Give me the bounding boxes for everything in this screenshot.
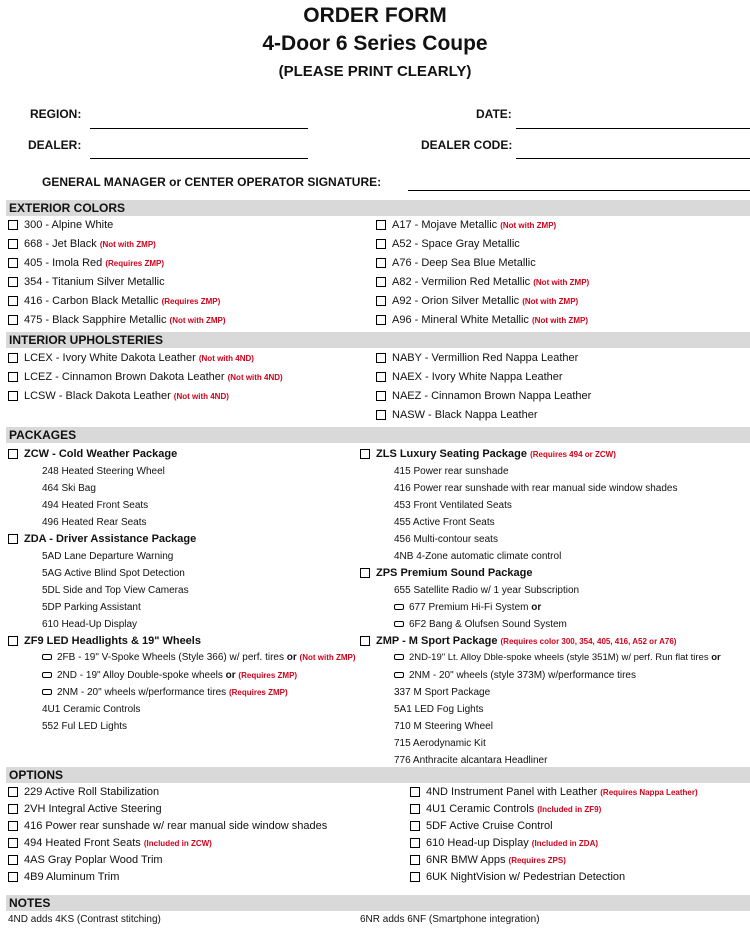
option-bubble[interactable]: [394, 621, 404, 627]
dealer-code-field[interactable]: [516, 158, 750, 159]
list-item[interactable]: A82 - Vermilion Red Metallic (Not with ZMP): [376, 275, 589, 290]
checkbox[interactable]: [8, 277, 18, 287]
list-item[interactable]: 405 - Imola Red (Requires ZMP): [8, 256, 164, 271]
list-item[interactable]: 475 - Black Sapphire Metallic (Not with ZMP): [8, 313, 226, 328]
option-bubble[interactable]: [394, 672, 404, 678]
checkbox[interactable]: [360, 568, 370, 578]
list-item[interactable]: 4AS Gray Poplar Wood Trim: [8, 853, 163, 867]
note-left: 4ND adds 4KS (Contrast stitching): [8, 914, 161, 925]
zda-package[interactable]: ZDA - Driver Assistance Package: [8, 532, 196, 546]
checkbox[interactable]: [376, 296, 386, 306]
signature-label: GENERAL MANAGER or CENTER OPERATOR SIGNATURE:: [42, 175, 382, 189]
package-item: 776 Anthracite alcantara Headliner: [394, 755, 548, 766]
checkbox[interactable]: [410, 787, 420, 797]
list-item[interactable]: 5DF Active Cruise Control: [410, 819, 553, 833]
package-item: 655 Satellite Radio w/ 1 year Subscription: [394, 585, 580, 596]
form-subtitle: 4-Door 6 Series Coupe: [262, 32, 488, 55]
notes-heading: NOTES: [6, 895, 750, 911]
checkbox[interactable]: [376, 372, 386, 382]
date-field[interactable]: [516, 128, 750, 129]
zps-package[interactable]: ZPS Premium Sound Package: [360, 566, 533, 580]
list-item[interactable]: 494 Heated Front Seats (Included in ZCW): [8, 836, 212, 851]
package-option[interactable]: 6F2 Bang & Olufsen Sound System: [394, 619, 567, 631]
list-item[interactable]: 354 - Titanium Silver Metallic: [8, 275, 165, 289]
list-item[interactable]: A76 - Deep Sea Blue Metallic: [376, 256, 536, 270]
options-heading: OPTIONS: [6, 767, 750, 783]
checkbox[interactable]: [376, 410, 386, 420]
zf9-package[interactable]: ZF9 LED Headlights & 19" Wheels: [8, 634, 201, 648]
checkbox[interactable]: [376, 277, 386, 287]
dealer-code-label: DEALER CODE:: [421, 138, 513, 152]
form-instruction: (PLEASE PRINT CLEARLY): [278, 63, 472, 80]
region-label: REGION:: [30, 107, 82, 121]
list-item[interactable]: NAEX - Ivory White Nappa Leather: [376, 370, 563, 384]
list-item[interactable]: NABY - Vermillion Red Nappa Leather: [376, 351, 578, 365]
checkbox[interactable]: [410, 855, 420, 865]
list-item[interactable]: NASW - Black Nappa Leather: [376, 408, 538, 422]
list-item[interactable]: NAEZ - Cinnamon Brown Nappa Leather: [376, 389, 591, 403]
package-option[interactable]: 2FB - 19" V-Spoke Wheels (Style 366) w/ perf. tires or (Not with ZMP): [42, 652, 356, 664]
option-bubble[interactable]: [42, 672, 52, 678]
checkbox[interactable]: [376, 220, 386, 230]
checkbox[interactable]: [8, 636, 18, 646]
checkbox[interactable]: [376, 353, 386, 363]
checkbox[interactable]: [8, 220, 18, 230]
package-item: 494 Heated Front Seats: [42, 500, 149, 511]
option-bubble[interactable]: [42, 654, 52, 660]
list-item[interactable]: 229 Active Roll Stabilization: [8, 785, 159, 799]
list-item[interactable]: LCSW - Black Dakota Leather (Not with 4ND): [8, 389, 229, 404]
date-label: DATE:: [476, 107, 512, 121]
list-item[interactable]: LCEZ - Cinnamon Brown Dakota Leather (Not with 4ND): [8, 370, 283, 385]
packages-heading: PACKAGES: [6, 427, 750, 443]
list-item[interactable]: A96 - Mineral White Metallic (Not with ZMP): [376, 313, 588, 328]
package-item: 5A1 LED Fog Lights: [394, 704, 484, 715]
package-item: 5DL Side and Top View Cameras: [42, 585, 189, 596]
checkbox[interactable]: [8, 838, 18, 848]
note-right: 6NR adds 6NF (Smartphone integration): [360, 914, 540, 925]
list-item[interactable]: 6NR BMW Apps (Requires ZPS): [410, 853, 566, 868]
package-option[interactable]: 2ND-19" Lt. Alloy Dble-spoke wheels (style 351M) w/ perf. Run flat tires or: [394, 652, 721, 664]
list-item[interactable]: 610 Head-up Display (Included in ZDA): [410, 836, 598, 851]
checkbox[interactable]: [410, 804, 420, 814]
package-item: 5DP Parking Assistant: [42, 602, 141, 613]
checkbox[interactable]: [8, 258, 18, 268]
list-item[interactable]: 416 Power rear sunshade w/ rear manual side window shades: [8, 819, 327, 833]
list-item[interactable]: LCEX - Ivory White Dakota Leather (Not with 4ND): [8, 351, 254, 366]
checkbox[interactable]: [8, 296, 18, 306]
option-bubble[interactable]: [394, 654, 404, 660]
checkbox[interactable]: [8, 239, 18, 249]
checkbox[interactable]: [410, 838, 420, 848]
checkbox[interactable]: [8, 872, 18, 882]
list-item[interactable]: 668 - Jet Black (Not with ZMP): [8, 237, 156, 252]
checkbox[interactable]: [8, 391, 18, 401]
package-item: 710 M Steering Wheel: [394, 721, 493, 732]
package-item: 464 Ski Bag: [42, 483, 96, 494]
package-item: 337 M Sport Package: [394, 687, 491, 698]
checkbox[interactable]: [8, 821, 18, 831]
package-item: 4NB 4-Zone automatic climate control: [394, 551, 562, 562]
checkbox[interactable]: [8, 449, 18, 459]
list-item[interactable]: 4U1 Ceramic Controls (Included in ZF9): [410, 802, 601, 817]
form-title: ORDER FORM: [303, 4, 447, 27]
package-option[interactable]: 2ND - 19" Alloy Double-spoke wheels or (Requires ZMP): [42, 670, 297, 682]
package-item: 248 Heated Steering Wheel: [42, 466, 165, 477]
package-option[interactable]: 2NM - 20" wheels w/performance tires (Requires ZMP): [42, 687, 288, 699]
checkbox[interactable]: [410, 872, 420, 882]
package-item: 5AG Active Blind Spot Detection: [42, 568, 185, 579]
option-bubble[interactable]: [394, 604, 404, 610]
zmp-package[interactable]: ZMP - M Sport Package (Requires color 300, 354, 405, 416, A52 or A76): [360, 634, 676, 649]
checkbox[interactable]: [8, 353, 18, 363]
region-field[interactable]: [90, 128, 308, 129]
list-item[interactable]: 4ND Instrument Panel with Leather (Requires Nappa Leather): [410, 785, 698, 800]
package-item: 552 Ful LED Lights: [42, 721, 128, 732]
checkbox[interactable]: [8, 855, 18, 865]
package-item: 416 Power rear sunshade with rear manual side window shades: [394, 483, 678, 494]
list-item[interactable]: A52 - Space Gray Metallic: [376, 237, 520, 251]
package-item: 496 Heated Rear Seats: [42, 517, 147, 528]
list-item[interactable]: A92 - Orion Silver Metallic (Not with ZMP): [376, 294, 578, 309]
package-item: 610 Head-Up Display: [42, 619, 138, 630]
checkbox[interactable]: [8, 804, 18, 814]
list-item[interactable]: 416 - Carbon Black Metallic (Requires ZMP): [8, 294, 220, 309]
package-item: 456 Multi-contour seats: [394, 534, 498, 545]
checkbox[interactable]: [376, 239, 386, 249]
checkbox[interactable]: [8, 534, 18, 544]
package-item: 5AD Lane Departure Warning: [42, 551, 174, 562]
package-item: 415 Power rear sunshade: [394, 466, 509, 477]
list-item[interactable]: A17 - Mojave Metallic (Not with ZMP): [376, 218, 556, 233]
checkbox[interactable]: [8, 315, 18, 325]
checkbox[interactable]: [360, 636, 370, 646]
checkbox[interactable]: [376, 315, 386, 325]
list-item[interactable]: 300 - Alpine White: [8, 218, 113, 232]
checkbox[interactable]: [360, 449, 370, 459]
zls-package[interactable]: ZLS Luxury Seating Package (Requires 494 or ZCW): [360, 447, 616, 462]
checkbox[interactable]: [8, 787, 18, 797]
checkbox[interactable]: [410, 821, 420, 831]
dealer-label: DEALER:: [28, 138, 82, 152]
package-option[interactable]: 2NM - 20" wheels (style 373M) w/performance tires: [394, 670, 636, 682]
list-item[interactable]: 6UK NightVision w/ Pedestrian Detection: [410, 870, 625, 884]
checkbox[interactable]: [376, 258, 386, 268]
dealer-field[interactable]: [90, 158, 308, 159]
package-item: 4U1 Ceramic Controls: [42, 704, 141, 715]
package-option[interactable]: 677 Premium Hi-Fi System or: [394, 602, 541, 614]
package-item: 455 Active Front Seats: [394, 517, 495, 528]
signature-field[interactable]: [408, 190, 750, 191]
interior-upholsteries-heading: INTERIOR UPHOLSTERIES: [6, 332, 750, 348]
package-item: 715 Aerodynamic Kit: [394, 738, 486, 749]
checkbox[interactable]: [8, 372, 18, 382]
checkbox[interactable]: [376, 391, 386, 401]
zcw-package[interactable]: ZCW - Cold Weather Package: [8, 447, 177, 461]
package-item: 453 Front Ventilated Seats: [394, 500, 512, 511]
exterior-colors-heading: EXTERIOR COLORS: [6, 200, 750, 216]
option-bubble[interactable]: [42, 689, 52, 695]
list-item[interactable]: 2VH Integral Active Steering: [8, 802, 162, 816]
list-item[interactable]: 4B9 Aluminum Trim: [8, 870, 119, 884]
